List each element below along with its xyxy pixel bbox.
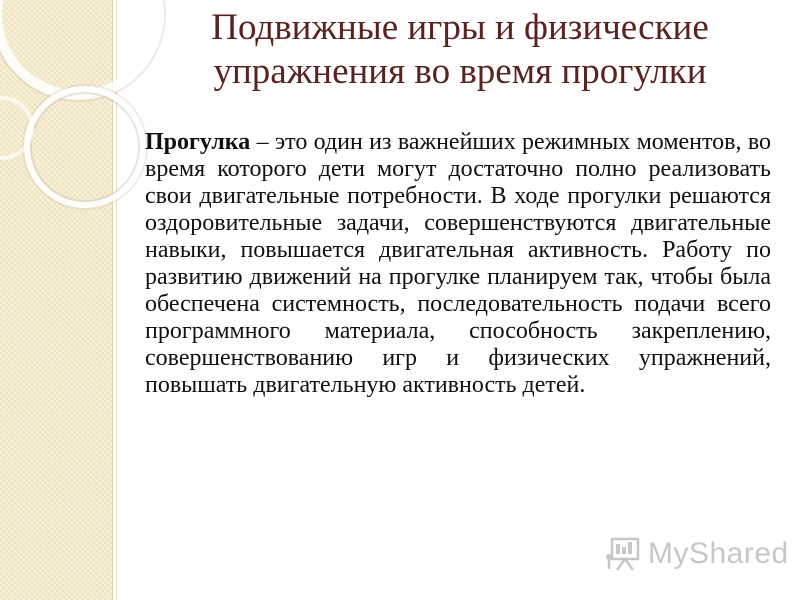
band-divider-line-secondary <box>116 0 117 600</box>
body-text: – это один из важнейших режимных моментов, во время которого дети могут достаточно полно реализовать свои двигательные потребности. В ходе прогулки решаются оздоровительные задачи, совершенствуются двигательные навыки, повышается двигательная активность. Работу по развитию движений на прогулке планируем так, чтобы была обеспечена системность, последовательность подачи всего программного материала, способность закреплению, совершенствованию игр и физических упражнений, повышать двигательную активность детей. <box>145 129 771 398</box>
watermark-text: MyShared <box>648 537 789 570</box>
slide-title-line-2: упражнения во время прогулки <box>213 51 707 92</box>
watermark <box>604 533 789 575</box>
slide-body-paragraph <box>145 129 771 399</box>
band-divider-line <box>112 0 113 600</box>
slide-title-line-1: Подвижные игры и физические <box>211 7 709 48</box>
highlighted-term: Прогулка <box>145 129 251 155</box>
slide-title <box>150 6 770 94</box>
decorative-side-band <box>0 0 112 600</box>
presentation-board-icon <box>604 535 642 573</box>
